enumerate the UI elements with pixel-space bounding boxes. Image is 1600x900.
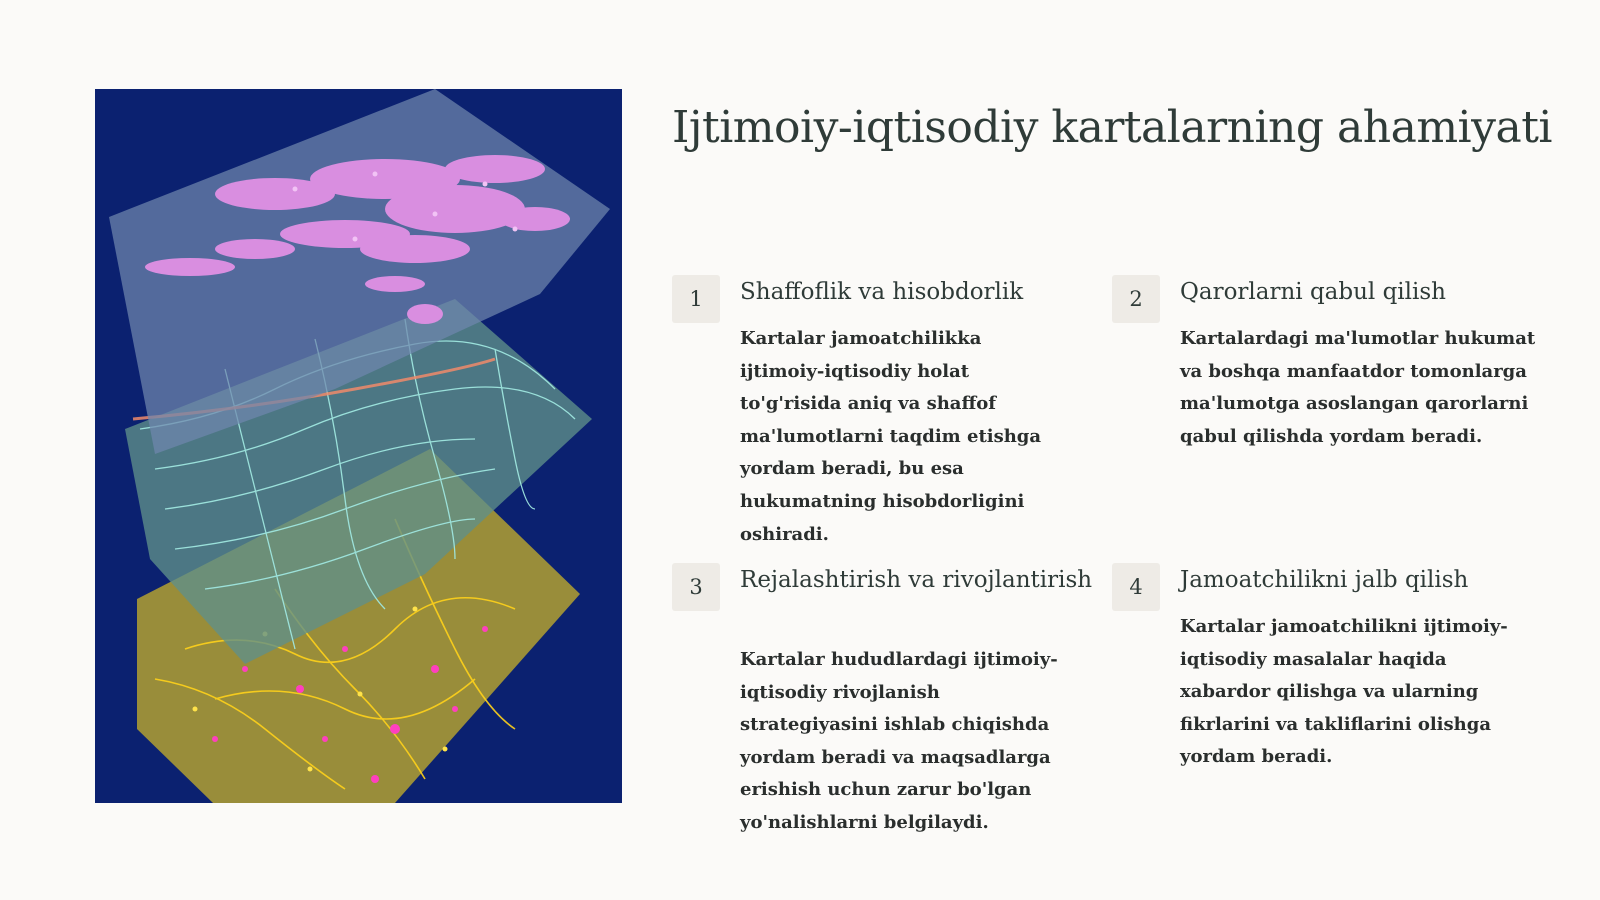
item-heading: Jamoatchilikni jalb qilish bbox=[1180, 567, 1469, 593]
item-description: Kartalardagi ma'lumotlar hukumat va boshqa manfaatdor tomonlarga ma'lumotga asoslangan qarorlarni qabul qilishda yordam beradi. bbox=[1180, 328, 1536, 447]
item-description: Kartalar hududlardagi ijtimoiy-iqtisodiy rivojlanish strategiyasini ishlab chiqishda yordam beradi va maqsadlarga erishish uchun zarur bo'lgan yo'nalishlarni belgilaydi. bbox=[740, 649, 1058, 833]
item-number-badge: 1 bbox=[672, 275, 720, 323]
item-description: Kartalar jamoatchilikni ijtimoiy-iqtisodiy masalalar haqida xabardor qilishga va ularning fikrlarini va takliflarini olishga yordam beradi. bbox=[1180, 616, 1508, 768]
item-heading: Qarorlarni qabul qilish bbox=[1180, 279, 1446, 305]
page-title: Ijtimoiy-iqtisodiy kartalarning ahamiyati bbox=[672, 102, 1552, 153]
item-heading: Rejalashtirish va rivojlantirish bbox=[740, 567, 1093, 593]
layered-map-graphic bbox=[95, 89, 622, 803]
item-heading: Shaffoflik va hisobdorlik bbox=[740, 279, 1024, 305]
item-number-badge: 3 bbox=[672, 563, 720, 611]
item-number-badge: 4 bbox=[1112, 563, 1160, 611]
layered-map-image bbox=[95, 89, 622, 803]
item-description: Kartalar jamoatchilikka ijtimoiy-iqtisodiy holat to'g'risida aniq va shaffof ma'lumotlarni taqdim etishga yordam beradi, bu esa hukumatning hisobdorligini oshiradi. bbox=[740, 328, 1042, 545]
item-number-badge: 2 bbox=[1112, 275, 1160, 323]
